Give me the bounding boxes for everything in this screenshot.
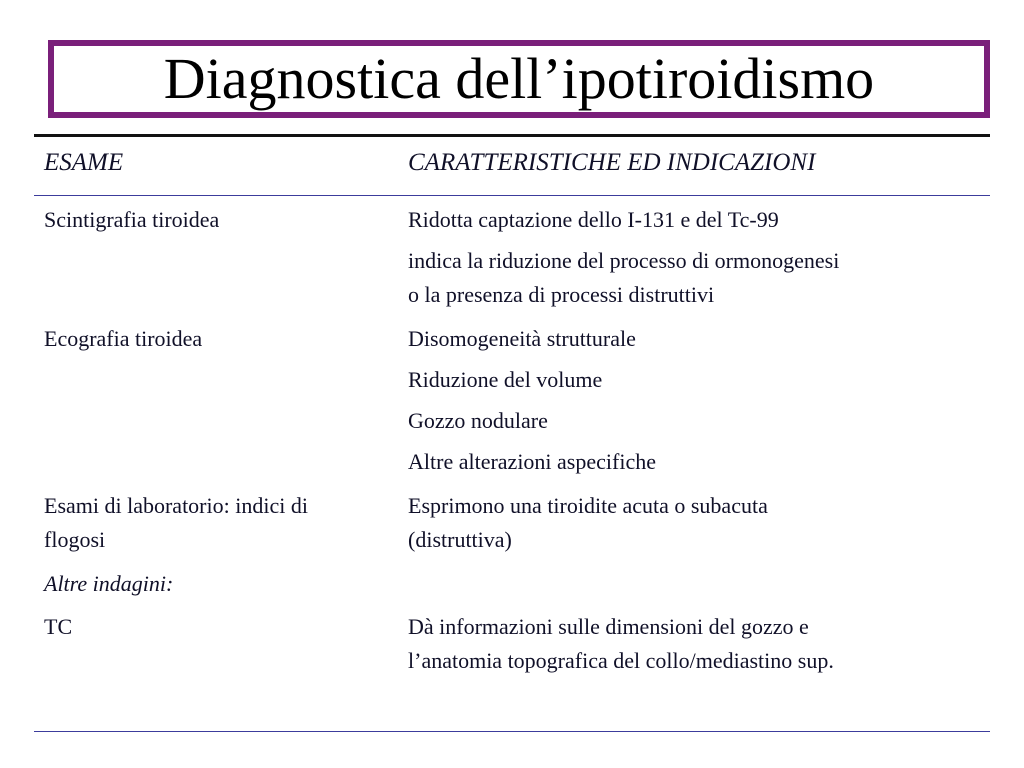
row-exam-ecografia: Ecografia tiroidea [44, 326, 203, 351]
table-header-rule [34, 195, 990, 196]
slide-title: Diagnostica dell’ipotiroidismo [163, 46, 875, 111]
row-detail-line: Altre alterazioni aspecifiche [408, 449, 656, 474]
header-characteristics: CARATTERISTICHE ED INDICAZIONI [408, 149, 816, 176]
table-top-rule [34, 134, 990, 137]
row-detail-line: o la presenza di processi distruttivi [408, 282, 715, 307]
row-detail-line: Gozzo nodulare [408, 408, 548, 433]
row-other-investigations: Altre indagini: [44, 571, 174, 596]
row-detail-line: l’anatomia topografica del collo/mediastino sup. [408, 648, 834, 673]
row-detail-line: Riduzione del volume [408, 367, 603, 392]
row-detail-line: Dà informazioni sulle dimensioni del gozzo e [408, 614, 809, 639]
title-frame [48, 40, 990, 118]
row-detail-line: (distruttiva) [408, 527, 512, 552]
row-exam-scintigrafia: Scintigrafia tiroidea [44, 207, 220, 232]
row-detail-line: indica la riduzione del processo di ormonogenesi [408, 248, 840, 273]
row-detail-line: Esprimono una tiroidite acuta o subacuta [408, 493, 768, 518]
header-exam: ESAME [44, 149, 124, 176]
row-detail-line: Disomogeneità strutturale [408, 326, 636, 351]
row-exam-laboratorio: Esami di laboratorio: indici di [44, 493, 308, 518]
row-exam-tc: TC [44, 614, 73, 639]
row-detail-line: Ridotta captazione dello I-131 e del Tc-99 [408, 207, 779, 232]
table-bottom-rule [34, 731, 990, 732]
row-exam-laboratorio-cont: flogosi [44, 527, 106, 552]
